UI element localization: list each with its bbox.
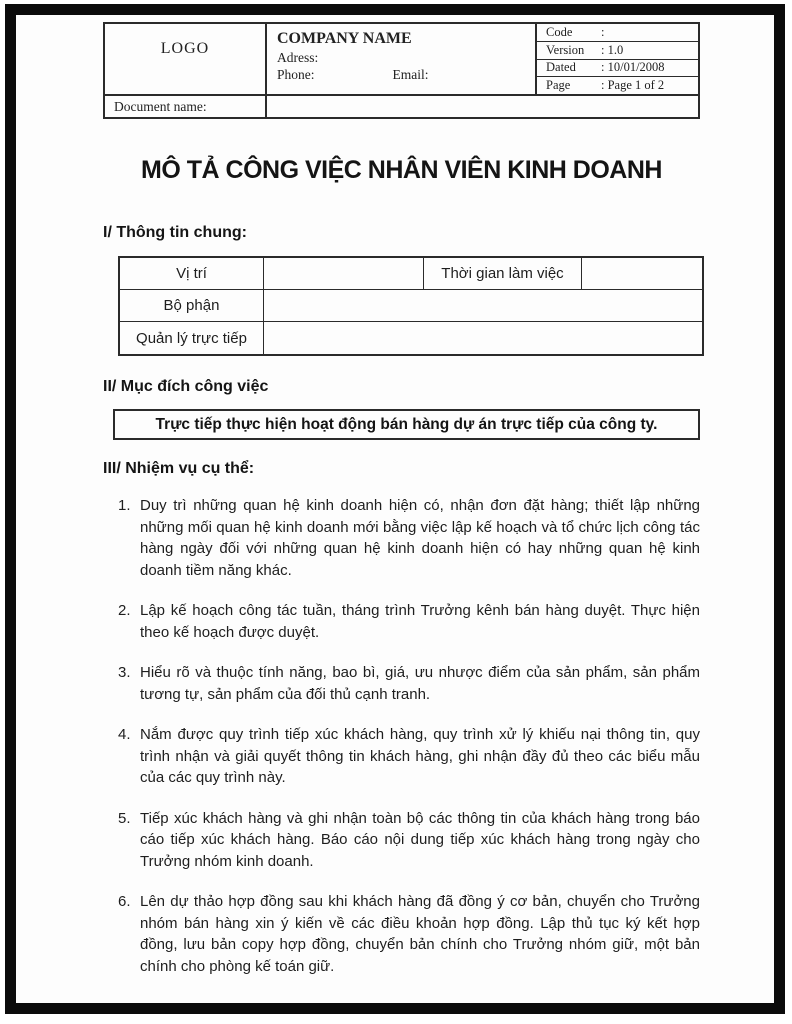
task-number: 5. [118, 809, 131, 827]
work-time-label: Thời gian làm việc [424, 258, 582, 290]
task-number: 1. [118, 497, 131, 514]
general-info-table [118, 256, 704, 356]
position-value [264, 258, 424, 290]
meta-row-version [537, 41, 698, 59]
meta-row-dated [537, 59, 698, 77]
task-text: Lên dự thảo hợp đồng sau khi khách hàng đã đồng ý cơ bản, chuyển cho Trưởng nhóm bán hàng xin ý kiến về các điều khoản hợp đồng. Lập thủ tục ký kết hợp đồng, lưu bản copy hợp đồng, chuyển bản chính cho Trưởng nhóm giữ, một bản chính cho phòng kế toán giữ. [140, 893, 700, 975]
task-number: 6. [118, 893, 131, 910]
company-email-label: Email: [392, 67, 429, 82]
task-number: 4. [118, 726, 131, 743]
task-item [103, 495, 700, 581]
page-border-frame [5, 4, 785, 1014]
meta-label: Dated [546, 60, 576, 75]
task-number: 2. [118, 602, 131, 619]
company-name: COMPANY NAME [277, 30, 412, 47]
meta-label: Version [546, 42, 585, 57]
meta-value: : 10/01/2008 [601, 60, 665, 75]
meta-value: : Page 1 of 2 [601, 78, 665, 93]
task-text: Tiếp xúc khách hàng và ghi nhận toàn bộ các thông tin của khách hàng trong báo cáo tiếp xúc khách hàng. Báo cáo nội dung tiếp xúc khách hàng trong ngày cho Trưởng nhóm kinh doanh. [140, 809, 700, 870]
meta-value: : 1.0 [601, 42, 624, 57]
task-item [103, 891, 700, 977]
department-value [264, 290, 702, 322]
document-header-table [103, 22, 700, 119]
purpose-statement-box: Trực tiếp thực hiện hoạt động bán hàng dự án trực tiếp của công ty. [113, 409, 700, 440]
task-item [103, 600, 700, 643]
meta-row-code [537, 24, 698, 41]
task-item [103, 724, 700, 789]
company-phone-label: Phone: [277, 67, 315, 82]
page-title: MÔ TẢ CÔNG VIỆC NHÂN VIÊN KINH DOANH [141, 156, 662, 184]
company-info-cell [267, 24, 537, 96]
task-number: 3. [118, 664, 131, 681]
manager-label: Quản lý trực tiếp [120, 322, 264, 354]
task-text: Hiểu rõ và thuộc tính năng, bao bì, giá, ưu nhược điểm của sản phẩm, sản phẩm tương tự, sản phẩm của đối thủ cạnh tranh. [140, 664, 700, 703]
section-heading-general: I/ Thông tin chung: [103, 224, 247, 241]
department-label: Bộ phận [120, 290, 264, 322]
meta-label: Page [546, 78, 571, 93]
work-time-value [582, 258, 702, 290]
task-text: Nắm được quy trình tiếp xúc khách hàng, quy trình xử lý khiếu nại thông tin, quy trình nhận và giải quyết thông tin khách hàng, ghi nhận đầy đủ theo các biểu mẫu của các quy trình này. [140, 726, 700, 786]
document-name-value [267, 96, 698, 117]
section-heading-tasks: III/ Nhiệm vụ cụ thể: [103, 460, 255, 477]
manager-value [264, 322, 702, 354]
company-address-label: Adress: [277, 50, 319, 65]
task-list [103, 495, 700, 977]
meta-value: : [601, 24, 605, 39]
meta-row-page [537, 76, 698, 94]
position-label: Vị trí [120, 258, 264, 290]
task-item [103, 662, 700, 705]
task-item [103, 808, 700, 873]
meta-label: Code [546, 24, 573, 39]
task-text: Lập kế hoạch công tác tuần, tháng trình Trưởng kênh bán hàng duyệt. Thực hiện theo kế hoạch được duyệt. [140, 602, 700, 641]
document-meta-table [537, 24, 698, 96]
logo-placeholder: LOGO [105, 24, 267, 96]
section-heading-purpose: II/ Mục đích công việc [103, 378, 269, 395]
document-name-label: Document name: [105, 96, 267, 117]
task-text: Duy trì những quan hệ kinh doanh hiện có, nhận đơn đặt hàng; thiết lập những những mối quan hệ kinh doanh mới bằng việc lập kế hoạch và tổ chức lịch công tác hàng ngày đối với những quan hệ kinh doanh hiện có hay những quan hệ kinh doanh tiềm năng khác. [140, 497, 700, 579]
document-content [103, 22, 700, 996]
